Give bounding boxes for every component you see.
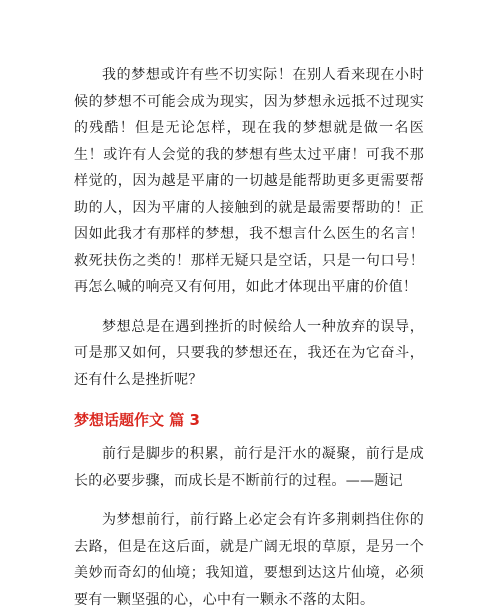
paragraph-dream-doctor: 我的梦想或许有些不切实际！在别人看来现在小时候的梦想不可能会成为现实，因为梦想永远抵不过现实的残酷！但是无论怎样，现在我的梦想就是做一名医生！或许有人会觉的我的梦想有些太过平庸！可我不那样觉的，因为越是平庸的一切越是能帮助更多更需要帮助的人，因为平庸的人接触到的就是最需要帮助的！正因如此我才有那样的梦想，我不想言什么医生的名言！救死扶伤之类的！那样无疑只是空话，只是一句口号！再怎么喊的响亮又有何用，如此才体现出平庸的价值！ bbox=[74, 67, 424, 295]
paragraph-setback: 梦想总是在遇到挫折的时候给人一种放弃的误导，可是那又如何，只要我的梦想还在，我还在为它奋斗，还有什么是挫折呢？ bbox=[74, 318, 424, 388]
section-heading: 梦想话题作文 篇 3 bbox=[74, 411, 200, 429]
article-body bbox=[74, 62, 424, 613]
paragraph-forward: 为梦想前行，前行路上必定会有许多荆刺挡住你的去路，但是在这后面，就是广阔无垠的草原，是另一个美妙而奇幻的仙境；我知道，要想到达这片仙境，必须要有一颗坚强的心，心中有一颗永不落的太阳。 bbox=[74, 512, 424, 608]
paragraph-epigraph: 前行是脚步的积累，前行是汗水的凝聚，前行是成长的必要步骤，而成长是不断前行的过程。——题记 bbox=[74, 446, 424, 489]
